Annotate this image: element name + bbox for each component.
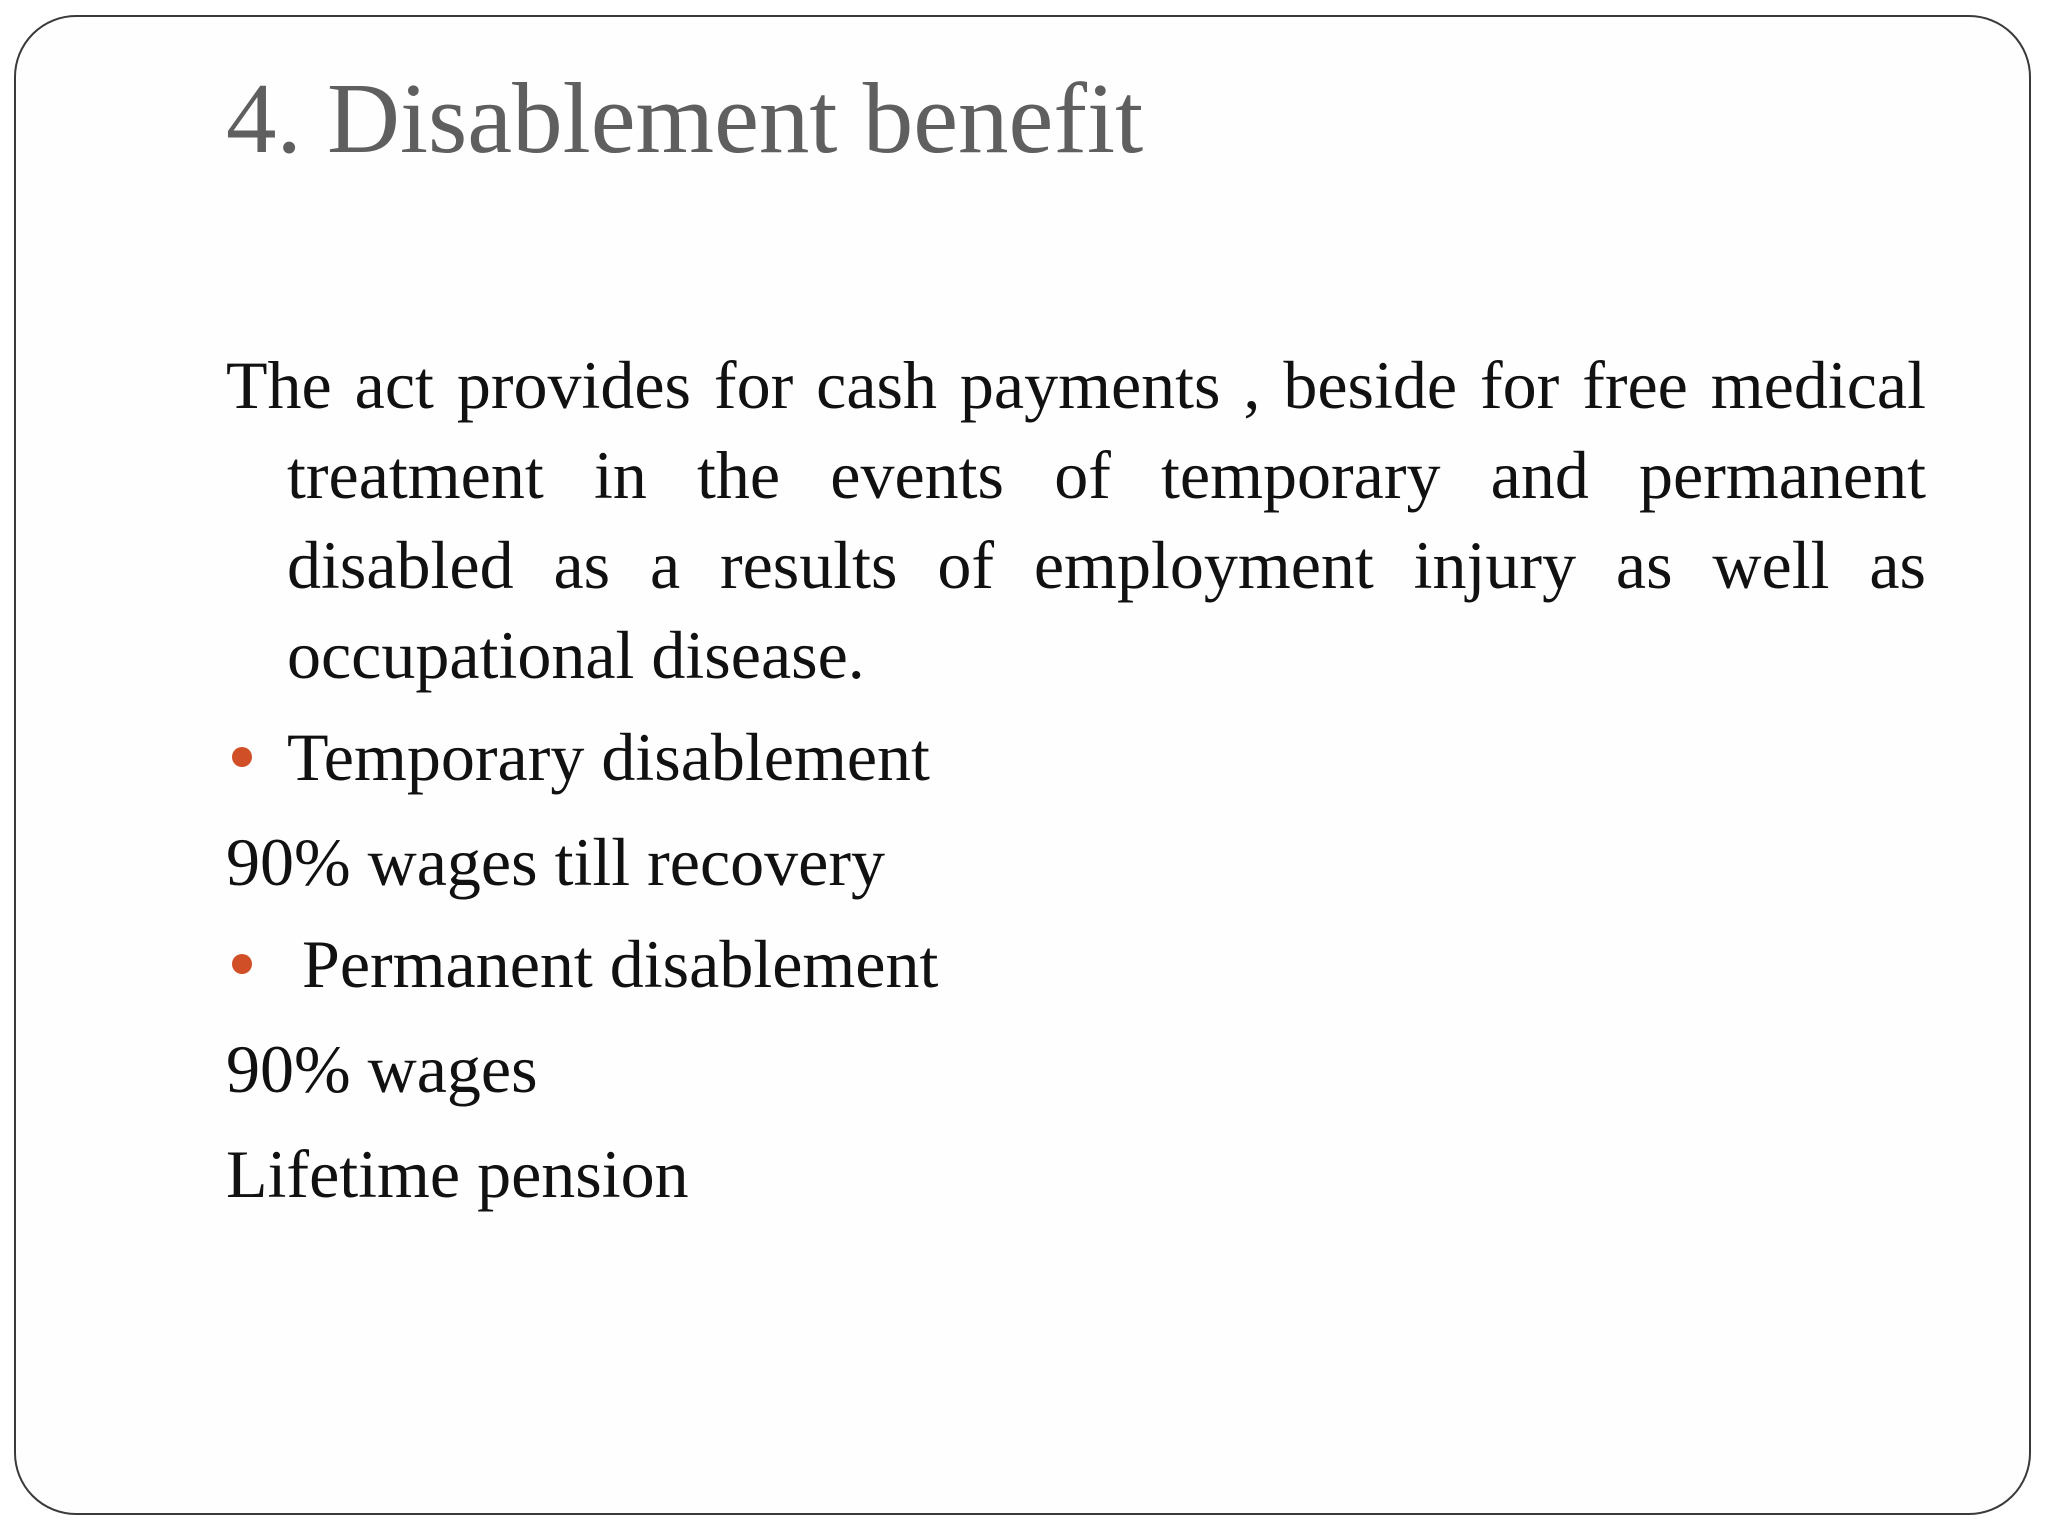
slide-body — [226, 340, 1926, 1219]
bullet-item-temporary — [226, 712, 1926, 802]
bullet-label: Permanent disablement — [302, 925, 939, 1002]
intro-paragraph: The act provides for cash payments , beside for free medical treatment in the events of temporary and permanent disabled as a results of employment injury as well as occupational disease. — [226, 347, 1926, 693]
bullet-dot-icon — [232, 747, 252, 767]
bullet-label: Temporary disablement — [287, 718, 930, 795]
bullet-item-permanent — [226, 919, 1926, 1009]
temporary-benefit-line: 90% wages till recovery — [226, 824, 885, 900]
pension-line: Lifetime pension — [226, 1136, 689, 1212]
slide-title: 4. Disablement benefit — [226, 62, 1144, 174]
bullet-dot-icon — [232, 954, 252, 974]
permanent-benefit-line: 90% wages — [226, 1031, 538, 1107]
